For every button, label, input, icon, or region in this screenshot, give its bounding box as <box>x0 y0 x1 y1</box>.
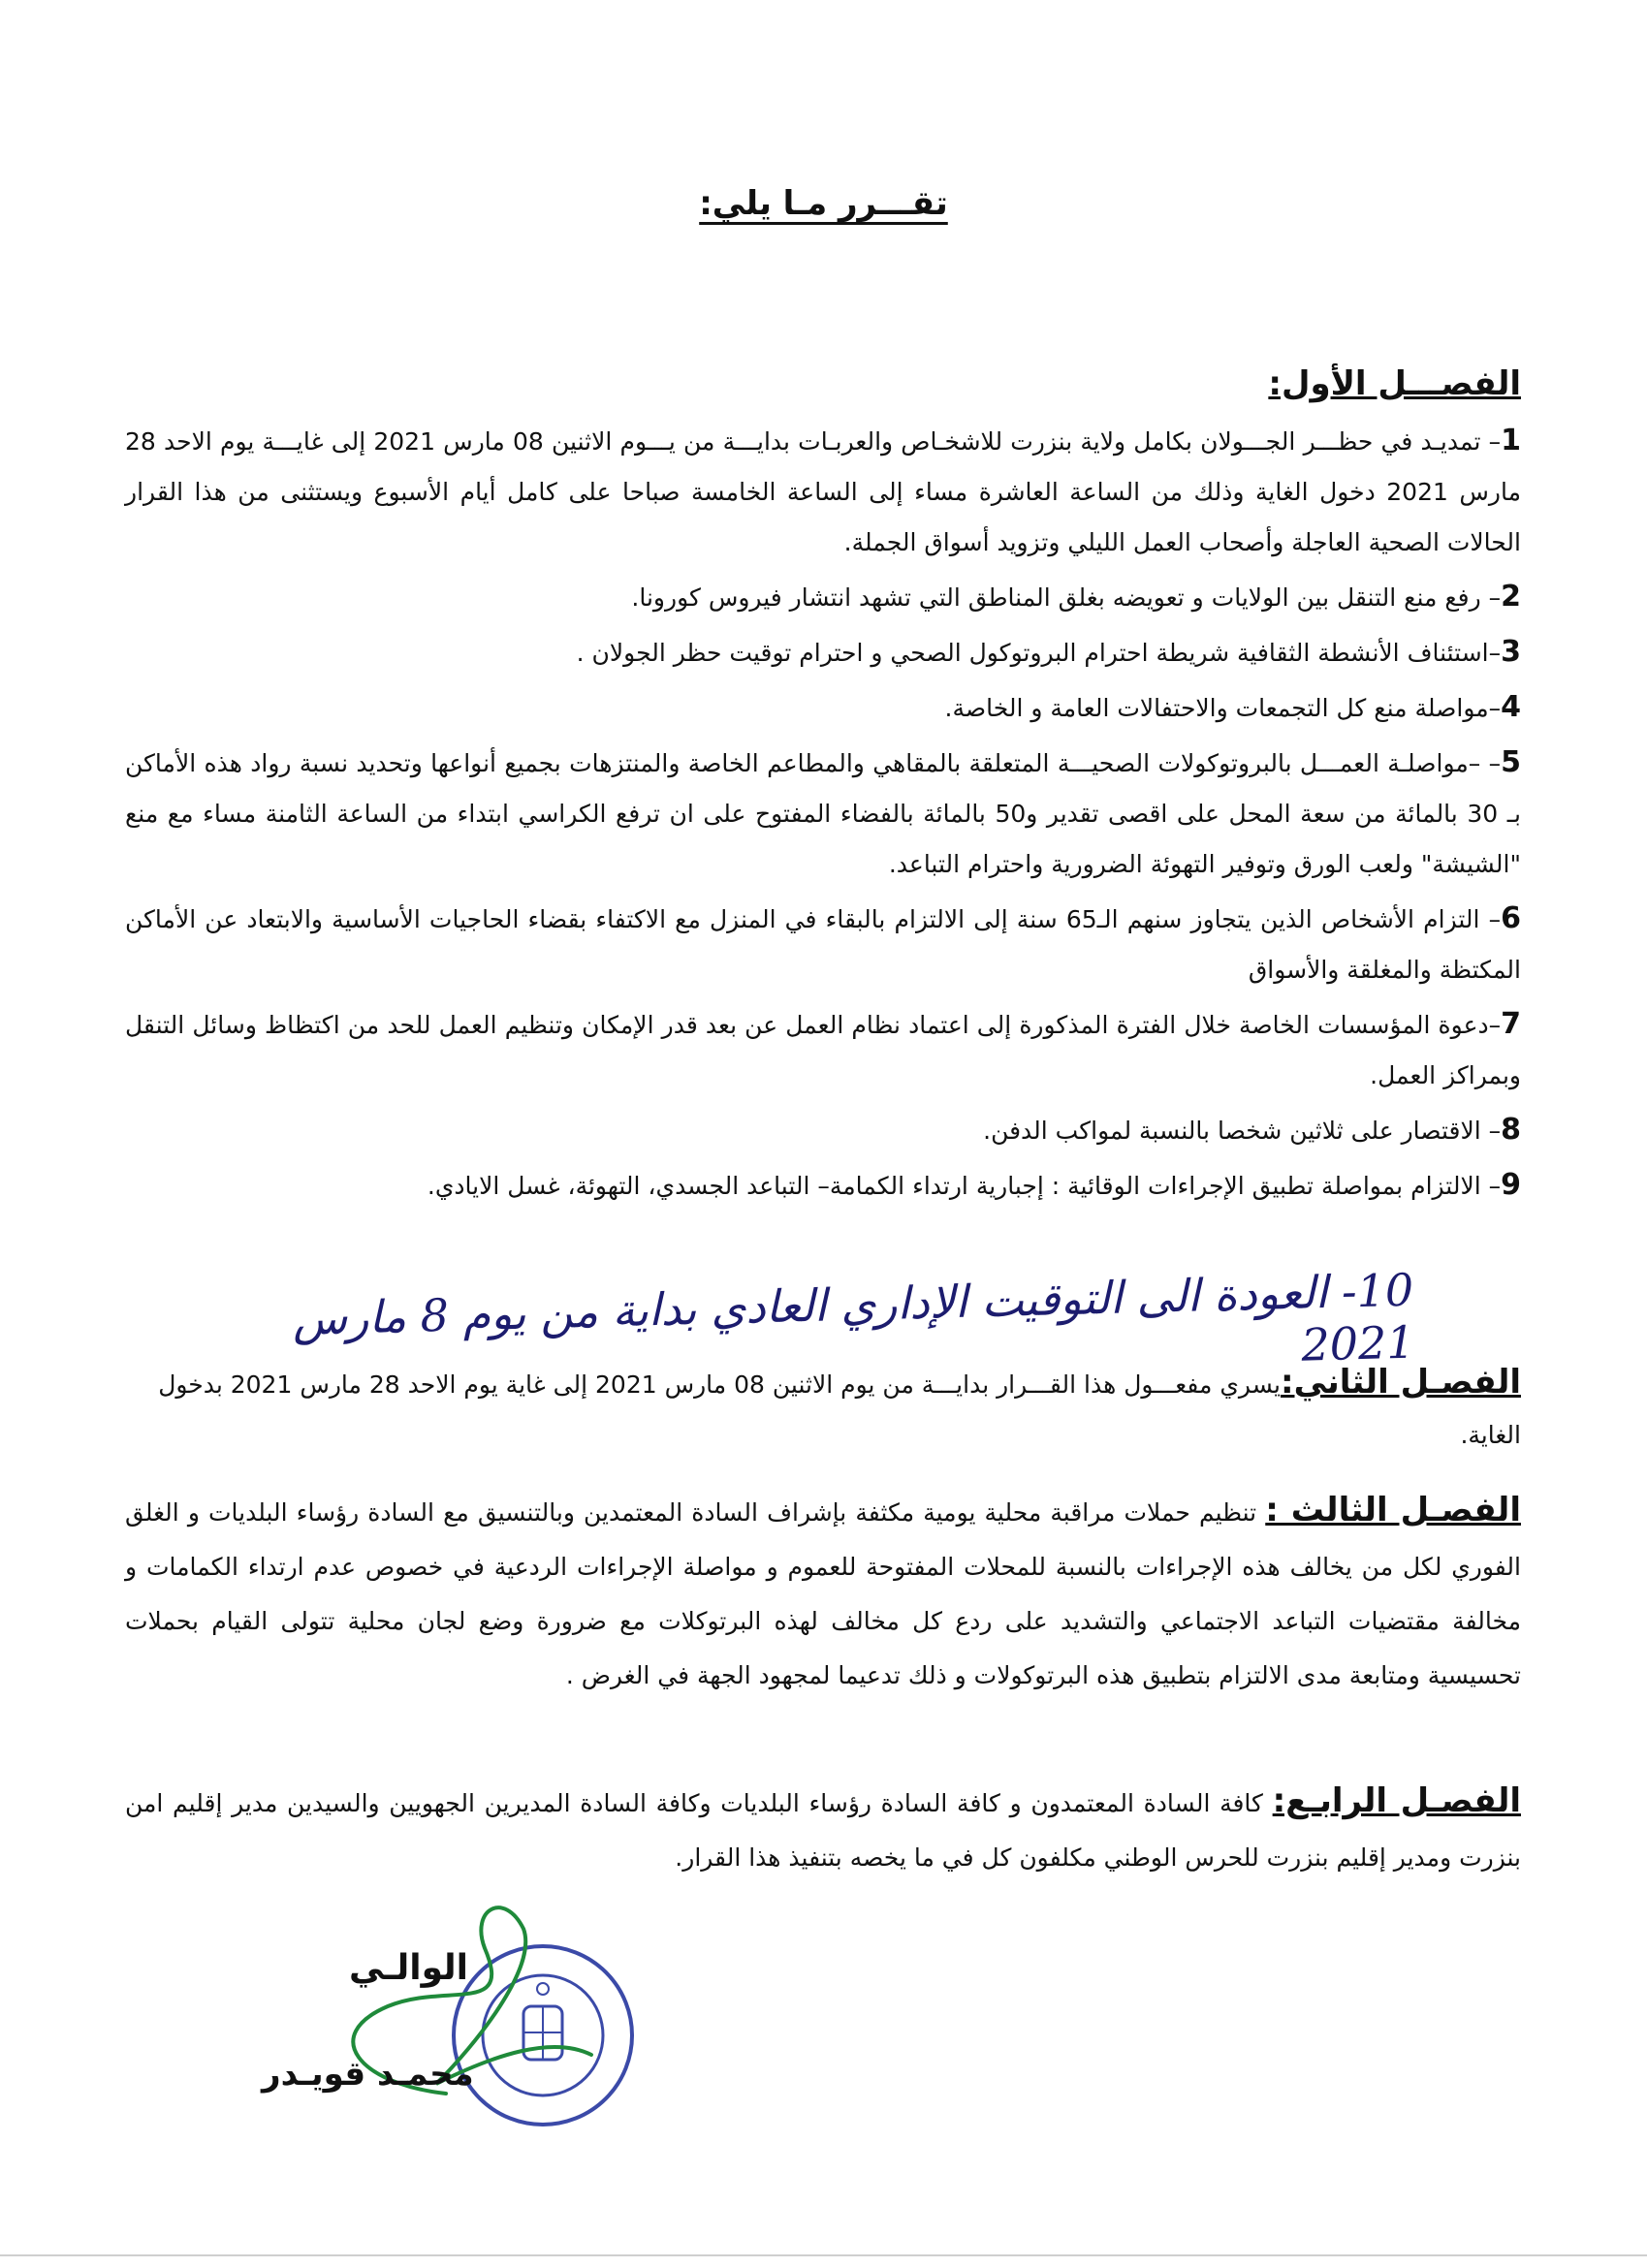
list-item: 2– رفع منع التنقل بين الولايات و تعويضه بغلق المناطق التي تشهد انتشار فيروس كورونا. <box>631 580 1521 614</box>
list-item: 8– الاقتصار على ثلاثين شخصا بالنسبة لمواكب الدفن. <box>983 1113 1521 1147</box>
list-item: 1– تمديـد في حظـــر الجـــولان بكامل ولاية بنزرت للاشخـاص والعربـات بدايـــة من يـــوم الاثنين 08 مارس 2021 إلى غايـــة يوم الاحد 28 مارس 2021 دخول الغاية وذلك من الساعة العاشرة مساء إلى الساعة الخامسة صباحا على كامل أيام الأسبوع ويستثنى من هذا القرار الحالات الصحية العاجلة وأصحاب العمل الليلي وتزويد أسواق الجملة. <box>125 424 1522 556</box>
governor-title: الوالـي <box>349 1948 469 1988</box>
article-three-heading: الفصـل الثالث : <box>1265 1491 1521 1529</box>
article-four-text: كافة السادة المعتمدون و كافة السادة رؤساء البلديات وكافة السادة المديرين الجهويين والسيدين مدير إقليم امن بنزرت ومدير إقليم بنزرت للحرس الوطني مكلفون كل في ما يخصه بتنفيذ هذا القرار. <box>125 1789 1521 1872</box>
article-one-heading: الفصـــل الأول: <box>1268 364 1521 403</box>
article-four-heading: الفصـل الرابـع: <box>1272 1781 1521 1820</box>
decision-title: تقـــرر مـا يلي: <box>699 184 948 223</box>
article-two <box>125 1357 1521 1461</box>
article-three-text: تنظيم حملات مراقبة محلية يومية مكثفة بإشراف السادة المعتمدين وبالتنسيق مع السادة رؤساء البلديات و الغلق الفوري لكل من يخالف هذه الإجراءات بالنسبة للمحلات المفتوحة للعموم و مواصلة الإجراءات الردعية في خصوص عدم ارتداء الكمامات و مخالفة مقتضيات التباعد الاجتماعي والتشديد على ردع كل مخالف لهذه البرتوكلات مع ضرورة وضع لجان محلية تتولى القيام بحملات تحسيسية ومتابعة مدى الالتزام بتطبيق هذه البرتوكولات و ذلك تدعيما لمجهود الجهة في الغرض . <box>125 1498 1521 1689</box>
article-two-heading: الفصـل الثاني: <box>1280 1363 1521 1402</box>
list-item: 7–دعوة المؤسسات الخاصة خلال الفترة المذكورة إلى اعتماد نظام العمل عن بعد قدر الإمكان وتنظيم العمل للحد من اكتظاظ وسائل التنقل وبمراكز العمل. <box>125 1007 1521 1089</box>
list-item: 5– –مواصلـة العمـــل بالبروتوكولات الصحيـــة المتعلقة بالمقاهي والمطاعم الخاصة والمنتزهات بجميع أنواعها وتحديد نسبة رواد هذه الأماكن بـ 30 بالمائة من سعة المحل على اقصى تقدير و50 بالمائة بالفضاء المفتوح على ان ترفع الكراسي ابتداء من الساعة الثامنة مساء مع منع "الشيشة" ولعب الورق وتوفير التهوئة الضرورية واحترام التباعد. <box>125 745 1521 878</box>
article-one <box>125 359 1521 1215</box>
article-two-text: يسري مفعـــول هذا القـــرار بدايـــة من يوم الاثنين 08 مارس 2021 إلى غاية يوم الاحد 28 مارس 2021 بدخول الغاية. <box>158 1370 1521 1449</box>
list-item: 3–استئناف الأنشطة الثقافية شريطة احترام البروتوكول الصحي و احترام توقيت حظر الجولان . <box>576 635 1521 669</box>
article-three <box>125 1483 1521 1703</box>
list-item: 6– التزام الأشخاص الذين يتجاوز سنهم الـ65 سنة إلى الالتزام بالبقاء في المنزل مع الاكتفاء بقضاء الحاجيات الأساسية والابتعاد عن الأماكن المكتظة والمغلقة والأسواق <box>125 901 1521 984</box>
page-edge-divider <box>0 2254 1647 2256</box>
handwritten-note: 10- العودة الى التوقيت الإداري العادي بداية من يوم 8 مارس 2021 <box>292 1263 1416 1371</box>
article-four <box>125 1774 1521 1885</box>
list-item: 9– الالتزام بمواصلة تطبيق الإجراءات الوقائية : إجبارية ارتداء الكمامة– التباعد الجسدي، التهوئة، غسل الايادي. <box>427 1168 1521 1202</box>
list-item: 4–مواصلة منع كل التجمعات والاحتفالات العامة و الخاصة. <box>944 690 1521 724</box>
governor-name: محمـد قويـدر <box>262 2055 474 2094</box>
